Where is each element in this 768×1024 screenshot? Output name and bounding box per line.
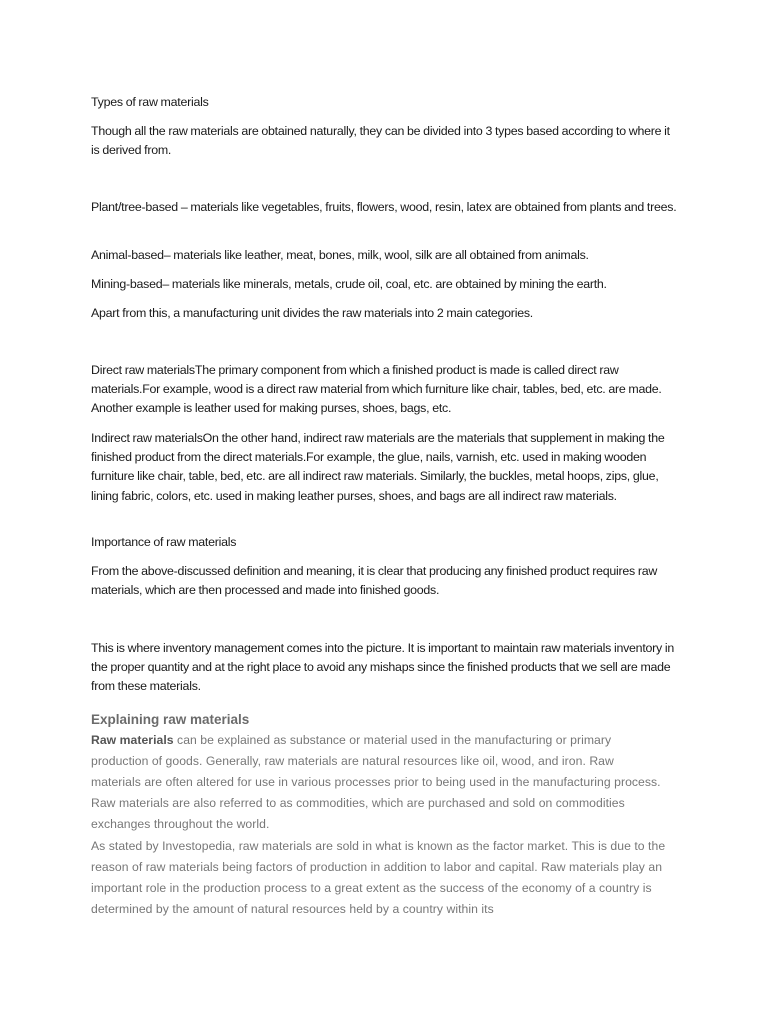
explaining-paragraph-1-text: can be explained as substance or material used in the manufacturing or primary production of goods. Generally, raw materials are natural resources like oil, wood, and iron. Raw materials are often altered for use in various processes prior to being used in the manufacturing process. Raw materials are also referred to as commodities, which are purchased and sold on commodities exchanges throughout the world. (91, 733, 661, 831)
paragraph-types-heading: Types of raw materials (91, 95, 209, 109)
paragraph-animal-based: Animal-based– materials like leather, meat, bones, milk, wool, silk are all obtained from animals. (91, 248, 589, 262)
paragraph-indirect-raw: Indirect raw materialsOn the other hand, indirect raw materials are the materials that supplement in making the finished product from the direct materials.For example, the glue, nails, varnish, etc. used in making wooden furniture like chair, table, bed, etc. are all indirect raw materials. Similarly, the buckles, metal hoops, zips, glue, lining fabric, colors, etc. used in making leather purses, shoes, and bags are all indirect raw materials. (91, 431, 665, 503)
raw-materials-term: Raw materials (91, 733, 174, 747)
paragraph-intro: Though all the raw materials are obtained naturally, they can be divided into 3 types based according to where it is derived from. (91, 124, 670, 158)
paragraph-mining-based: Mining-based– materials like minerals, metals, crude oil, coal, etc. are obtained by mining the earth. (91, 277, 607, 291)
paragraph-inventory: This is where inventory management comes into the picture. It is important to maintain raw materials inventory in the proper quantity and at the right place to avoid any mishaps since the finished products that we sell are made from these materials. (91, 641, 675, 694)
explaining-heading: Explaining raw materials (91, 712, 250, 727)
paragraph-importance: From the above-discussed definition and meaning, it is clear that producing any finished product requires raw materials, which are then processed and made into finished goods. (91, 564, 658, 598)
explaining-paragraph-2: As stated by Investopedia, raw materials are sold in what is known as the factor market. This is due to the reason of raw materials being factors of production in addition to labor and capital. Raw materials play an important role in the production process to a great extent as the success of the economy of a country is determined by the amount of natural resources held by a country within its (91, 839, 666, 916)
paragraph-importance-heading: Importance of raw materials (91, 535, 237, 549)
paragraph-plant-based: Plant/tree-based – materials like vegetables, fruits, flowers, wood, resin, latex are obtained from plants and trees. (91, 200, 677, 214)
paragraph-direct-raw: Direct raw materialsThe primary component from which a finished product is made is called direct raw materials.For example, wood is a direct raw material from which furniture like chair, tables, bed, etc. are made. Another example is leather used for making purses, shoes, bags, etc. (91, 363, 662, 416)
paragraph-categories: Apart from this, a manufacturing unit divides the raw materials into 2 main categories. (91, 306, 533, 320)
explaining-paragraph-1 (91, 730, 666, 835)
